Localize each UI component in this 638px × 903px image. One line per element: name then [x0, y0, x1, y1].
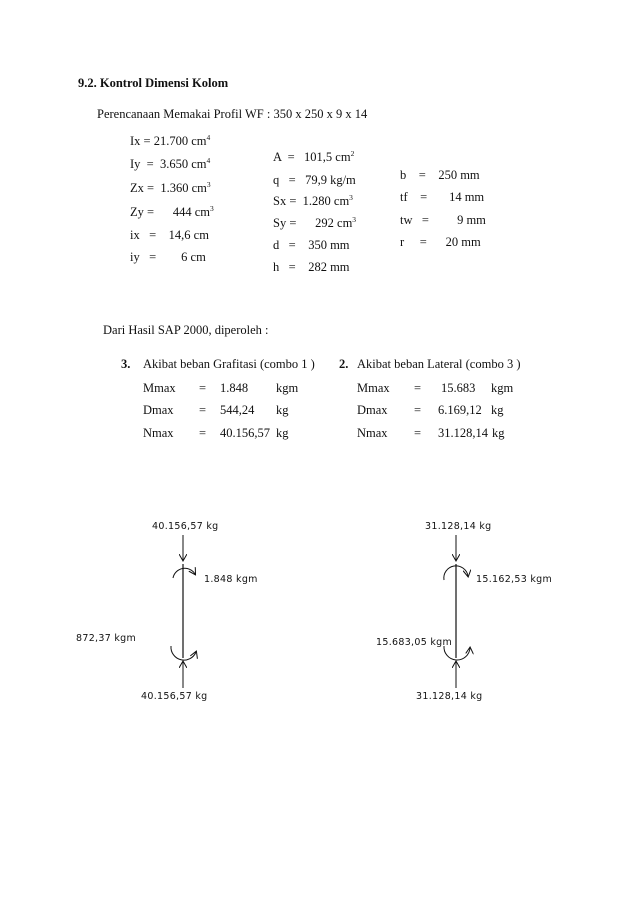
diagram-right-bottom-load: 31.128,14 kg — [416, 691, 483, 702]
column-diagram-left — [171, 535, 196, 688]
combo-left-nmax-label: Nmax — [143, 426, 174, 440]
diagram-left-moment-side: 872,37 kgm — [76, 633, 137, 644]
combo-left-number: 3. — [121, 357, 131, 371]
combo-right-number: 2. — [339, 357, 349, 371]
combo-left-nmax-eq: = — [199, 426, 207, 440]
combo-left-mmax-value: 1.848 — [220, 381, 249, 395]
prop-iy: Iy = 3.650 $cm^4$ — [130, 155, 211, 171]
combo-left-dmax-value: 544,24 — [220, 403, 255, 417]
prop-iy-radius: iy = 6 cm — [130, 250, 206, 264]
prop-zx: Zx = 1.360 $cm^3$ — [130, 179, 211, 195]
diagram-left-moment-top: 1.848 kgm — [204, 574, 258, 585]
moment-arrow-bottom-right — [444, 646, 470, 660]
combo-right-title: Akibat beban Lateral (combo 3 ) — [357, 357, 521, 371]
prop-ix-radius: ix = 14,6 cm — [130, 228, 209, 242]
combo-left-title: Akibat beban Grafitasi (combo 1 ) — [143, 357, 315, 371]
combo-left-nmax-value: 40.156,57 — [220, 426, 270, 440]
combo-right-nmax-label: Nmax — [357, 426, 388, 440]
combo-left-mmax-unit: kgm — [276, 381, 299, 395]
combo-right-mmax-eq: = — [414, 381, 422, 395]
prop-ix: Ix = 21.700 $cm^4$ — [130, 132, 211, 148]
prop-tw: tw = 9 mm — [400, 213, 486, 227]
column-diagram-right — [444, 535, 470, 688]
section-heading: 9.2. Kontrol Dimensi Kolom — [78, 76, 229, 90]
combo-right-dmax-label: Dmax — [357, 403, 388, 417]
moment-arrow-top-left — [173, 568, 195, 578]
combo-left-nmax-unit: kg — [276, 426, 289, 440]
combo-right-dmax-eq: = — [414, 403, 422, 417]
prop-h: h = 282 mm — [273, 260, 350, 274]
diagram-left-bottom-load: 40.156,57 kg — [141, 691, 208, 702]
profile-intro: Perencanaan Memakai Profil WF : 350 x 250 x 9 x 14 — [97, 107, 368, 121]
combo-right-nmax-eq: = — [414, 426, 422, 440]
combo-left-mmax-eq: = — [199, 381, 207, 395]
prop-zy: Zy = 444 $cm^3$ — [130, 203, 214, 219]
combo-right-dmax-value: 6.169,12 — [438, 403, 482, 417]
diagram-right-moment-top: 15.162,53 kgm — [476, 574, 553, 585]
combo-right-dmax-unit: kg — [491, 403, 504, 417]
combo-right-nmax-value: 31.128,14 — [438, 426, 488, 440]
combo-left-mmax-label: Mmax — [143, 381, 176, 395]
sap-intro: Dari Hasil SAP 2000, diperoleh : — [103, 323, 269, 337]
prop-b: b = 250 mm — [400, 168, 480, 182]
combo-right-mmax-label: Mmax — [357, 381, 390, 395]
prop-weight: q = 79,9 kg/m — [273, 173, 356, 187]
combo-right-mmax-unit: kgm — [491, 381, 514, 395]
prop-tf: tf = 14 mm — [400, 190, 485, 204]
prop-sx: Sx = 1.280 $cm^3$ — [273, 192, 353, 208]
combo-left-dmax-label: Dmax — [143, 403, 174, 417]
combo-left-dmax-unit: kg — [276, 403, 289, 417]
diagram-right-moment-bottom: 15.683,05 kgm — [376, 637, 453, 648]
diagram-right-top-load: 31.128,14 kg — [425, 521, 492, 532]
combo-right-mmax-value: 15.683 — [441, 381, 476, 395]
combo-left-dmax-eq: = — [199, 403, 207, 417]
prop-area: A = 101,5 $cm^2$ — [273, 148, 355, 164]
diagram-left-top-load: 40.156,57 kg — [152, 521, 219, 532]
prop-sy: Sy = 292 $cm^3$ — [273, 214, 357, 230]
prop-r: r = 20 mm — [400, 235, 481, 249]
combo-right-nmax-unit: kg — [492, 426, 505, 440]
prop-depth: d = 350 mm — [273, 238, 350, 252]
